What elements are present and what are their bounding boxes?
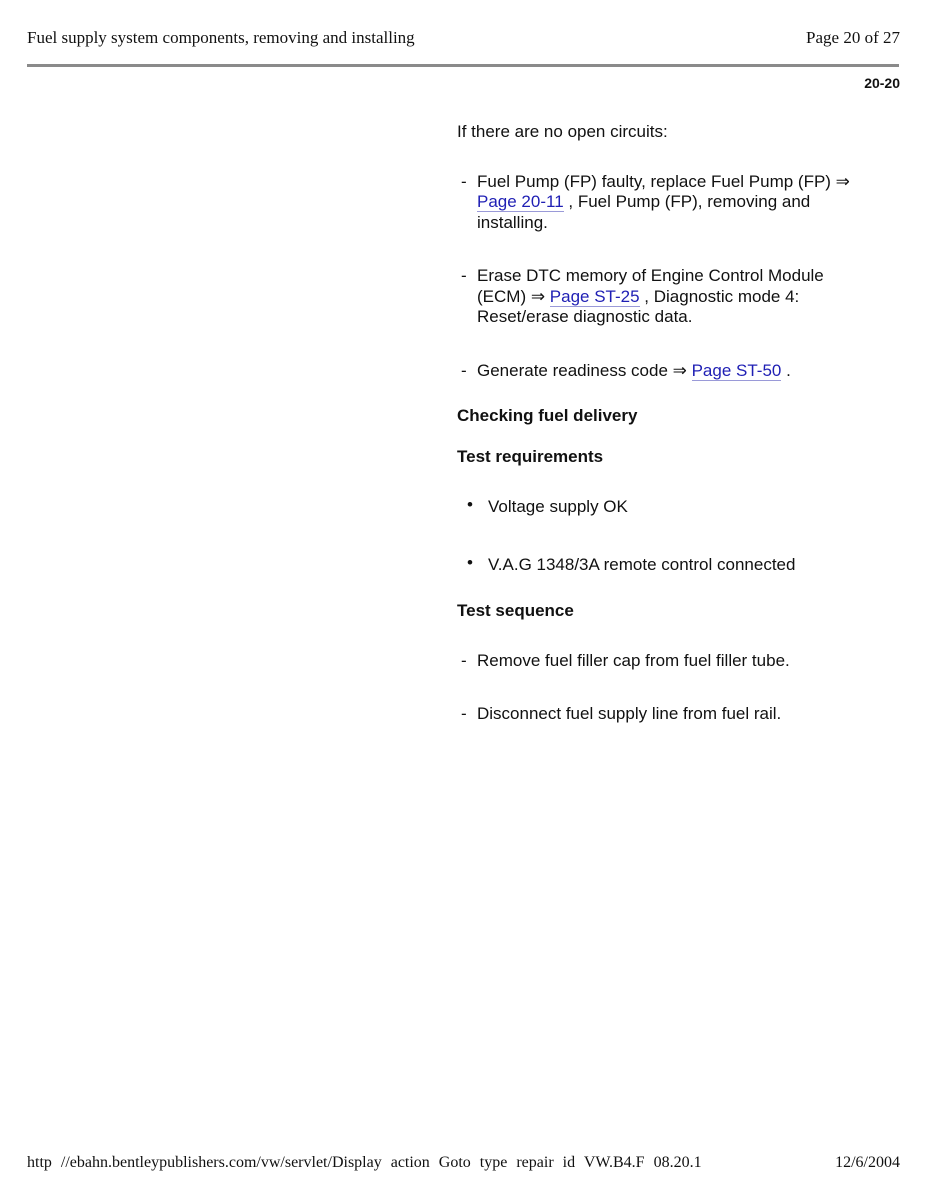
footer bbox=[27, 1154, 900, 1172]
step-text: , Fuel Pump (FP), removing and installing. bbox=[477, 192, 811, 232]
page-code: 20-20 bbox=[864, 75, 900, 91]
step-text: Generate readiness code ⇒ bbox=[477, 360, 692, 380]
bullet-icon: • bbox=[467, 495, 473, 514]
intro-text: If there are no open circuits: bbox=[457, 122, 668, 141]
heading-checking-fuel-delivery: Checking fuel delivery bbox=[457, 406, 638, 425]
heading-test-sequence: Test sequence bbox=[457, 601, 574, 620]
link-page-st-25[interactable]: Page ST-25 bbox=[549, 286, 640, 306]
footer-url: http //ebahn.bentleypublishers.com/vw/servlet/Display action Goto type repair id VW.B4.F 08.20.1 bbox=[27, 1154, 702, 1171]
step-text: . bbox=[781, 360, 791, 380]
sequence-step bbox=[457, 704, 877, 725]
step-dash: - bbox=[461, 650, 467, 670]
step-text: Fuel Pump (FP) faulty, replace Fuel Pump (FP) ⇒ bbox=[477, 171, 850, 191]
requirement-item bbox=[457, 552, 877, 576]
step-replace-fuel-pump bbox=[457, 172, 877, 234]
requirement-item bbox=[457, 497, 877, 518]
bullet-icon: • bbox=[467, 552, 473, 572]
requirement-text: V.A.G 1348/3A remote control connected bbox=[488, 554, 796, 574]
step-readiness-code bbox=[457, 361, 877, 382]
step-dash: - bbox=[461, 171, 467, 191]
main-content bbox=[457, 122, 877, 725]
step-dash: - bbox=[461, 704, 467, 723]
step-text: Erase DTC memory of Engine Control Module (ECM) ⇒ bbox=[477, 266, 824, 306]
footer-date: 12/6/2004 bbox=[835, 1154, 900, 1171]
link-page-st-50[interactable]: Page ST-50 bbox=[691, 360, 782, 380]
step-dash: - bbox=[461, 266, 467, 285]
step-erase-dtc bbox=[457, 266, 877, 328]
step-text: , Diagnostic mode 4: Reset/erase diagnostic data. bbox=[477, 286, 800, 326]
step-text: Remove fuel filler cap from fuel filler tube. bbox=[477, 650, 790, 670]
header-divider bbox=[27, 64, 899, 67]
sequence-step bbox=[457, 651, 877, 672]
step-dash: - bbox=[461, 360, 467, 380]
requirement-text: Voltage supply OK bbox=[488, 497, 628, 516]
heading-test-requirements: Test requirements bbox=[457, 446, 604, 466]
link-page-20-11[interactable]: Page 20-11 bbox=[477, 192, 564, 211]
document-title: Fuel supply system components, removing and installing bbox=[27, 28, 415, 47]
page-counter: Page 20 of 27 bbox=[806, 28, 900, 47]
step-text: Disconnect fuel supply line from fuel rail. bbox=[477, 704, 782, 723]
